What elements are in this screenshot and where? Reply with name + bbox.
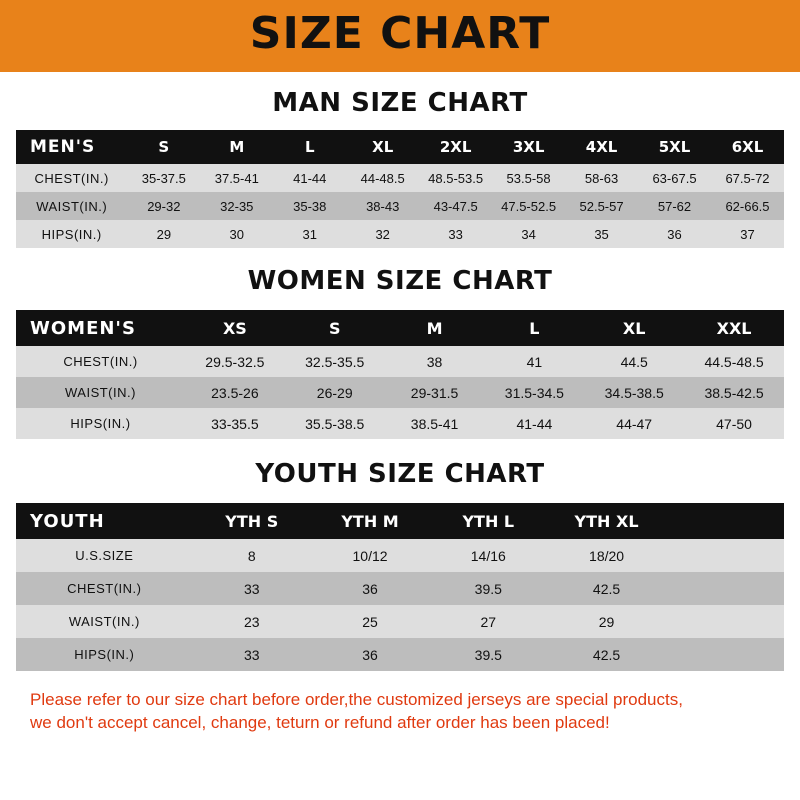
men-cell: 63-67.5 — [638, 164, 711, 192]
men-col-header: 2XL — [419, 130, 492, 164]
men-cell: 41-44 — [273, 164, 346, 192]
banner-center-block — [24, 0, 776, 72]
women-cell: 44.5 — [584, 346, 684, 377]
women-cell: 29.5-32.5 — [185, 346, 285, 377]
women-cell: 44.5-48.5 — [684, 346, 784, 377]
youth-row-label: CHEST(IN.) — [16, 572, 193, 605]
table-row — [16, 408, 784, 439]
youth-col-header: YTH S — [193, 503, 311, 539]
women-col-header: L — [484, 310, 584, 346]
women-cell: 38 — [385, 346, 485, 377]
men-cell: 67.5-72 — [711, 164, 784, 192]
youth-cell-empty — [666, 572, 784, 605]
youth-row-label: U.S.SIZE — [16, 539, 193, 572]
men-col-header: 6XL — [711, 130, 784, 164]
women-cell: 35.5-38.5 — [285, 408, 385, 439]
youth-table-header-row — [16, 503, 784, 539]
men-cell: 29 — [127, 220, 200, 248]
women-cell: 33-35.5 — [185, 408, 285, 439]
table-row — [16, 572, 784, 605]
youth-cell: 36 — [311, 572, 429, 605]
women-cell: 47-50 — [684, 408, 784, 439]
women-cell: 32.5-35.5 — [285, 346, 385, 377]
men-cell: 34 — [492, 220, 565, 248]
men-cell: 38-43 — [346, 192, 419, 220]
men-cell: 35 — [565, 220, 638, 248]
women-col-header: XS — [185, 310, 285, 346]
order-notice-line-2: we don't accept cancel, change, teturn or refund after order has been placed! — [30, 712, 610, 732]
youth-cell-empty — [666, 638, 784, 671]
men-size-table — [16, 130, 784, 248]
women-section-title: WOMEN SIZE CHART — [247, 266, 553, 296]
men-cell: 36 — [638, 220, 711, 248]
youth-cell-empty — [666, 539, 784, 572]
men-cell: 48.5-53.5 — [419, 164, 492, 192]
table-row — [16, 164, 784, 192]
women-cell: 23.5-26 — [185, 377, 285, 408]
table-row — [16, 638, 784, 671]
youth-cell: 18/20 — [547, 539, 665, 572]
youth-cell: 33 — [193, 638, 311, 671]
women-cell: 26-29 — [285, 377, 385, 408]
women-cell: 34.5-38.5 — [584, 377, 684, 408]
women-row-label-header: WOMEN'S — [16, 310, 185, 346]
youth-col-header: YTH M — [311, 503, 429, 539]
youth-cell: 39.5 — [429, 572, 547, 605]
women-size-table — [16, 310, 784, 439]
youth-cell: 23 — [193, 605, 311, 638]
youth-size-table — [16, 503, 784, 671]
men-col-header: M — [200, 130, 273, 164]
men-col-header: L — [273, 130, 346, 164]
women-cell: 44-47 — [584, 408, 684, 439]
men-col-header: XL — [346, 130, 419, 164]
men-cell: 53.5-58 — [492, 164, 565, 192]
banner-left-block — [0, 0, 24, 72]
men-col-header: S — [127, 130, 200, 164]
table-row — [16, 605, 784, 638]
women-cell: 41 — [484, 346, 584, 377]
table-row — [16, 192, 784, 220]
youth-cell: 36 — [311, 638, 429, 671]
table-row — [16, 377, 784, 408]
men-cell: 31 — [273, 220, 346, 248]
youth-cell: 10/12 — [311, 539, 429, 572]
men-col-header: 4XL — [565, 130, 638, 164]
youth-cell: 39.5 — [429, 638, 547, 671]
women-col-header: M — [385, 310, 485, 346]
men-section-title: MAN SIZE CHART — [272, 88, 528, 118]
women-col-header: S — [285, 310, 385, 346]
men-cell: 43-47.5 — [419, 192, 492, 220]
men-cell: 32 — [346, 220, 419, 248]
youth-col-header-empty — [666, 503, 784, 539]
content-area — [0, 88, 800, 735]
youth-cell: 8 — [193, 539, 311, 572]
men-cell: 58-63 — [565, 164, 638, 192]
women-row-label: HIPS(IN.) — [16, 408, 185, 439]
women-row-label: WAIST(IN.) — [16, 377, 185, 408]
men-cell: 32-35 — [200, 192, 273, 220]
youth-cell: 14/16 — [429, 539, 547, 572]
order-notice — [16, 689, 784, 735]
youth-row-label-header: YOUTH — [16, 503, 193, 539]
men-cell: 35-38 — [273, 192, 346, 220]
men-cell: 29-32 — [127, 192, 200, 220]
page-title: SIZE CHART — [249, 8, 551, 59]
youth-section-title: YOUTH SIZE CHART — [255, 459, 545, 489]
men-cell: 33 — [419, 220, 492, 248]
youth-cell: 42.5 — [547, 638, 665, 671]
banner-right-block — [776, 0, 800, 72]
men-col-header: 5XL — [638, 130, 711, 164]
women-cell: 29-31.5 — [385, 377, 485, 408]
order-notice-line-1: Please refer to our size chart before order,the customized jerseys are special products, — [30, 690, 683, 709]
youth-cell: 27 — [429, 605, 547, 638]
men-cell: 37.5-41 — [200, 164, 273, 192]
men-cell: 30 — [200, 220, 273, 248]
men-cell: 47.5-52.5 — [492, 192, 565, 220]
men-cell: 57-62 — [638, 192, 711, 220]
men-cell: 52.5-57 — [565, 192, 638, 220]
men-row-label: HIPS(IN.) — [16, 220, 127, 248]
youth-cell-empty — [666, 605, 784, 638]
youth-col-header: YTH XL — [547, 503, 665, 539]
women-cell: 41-44 — [484, 408, 584, 439]
women-cell: 38.5-42.5 — [684, 377, 784, 408]
men-row-label-header: MEN'S — [16, 130, 127, 164]
women-row-label: CHEST(IN.) — [16, 346, 185, 377]
youth-row-label: WAIST(IN.) — [16, 605, 193, 638]
youth-cell: 25 — [311, 605, 429, 638]
table-row — [16, 220, 784, 248]
men-col-header: 3XL — [492, 130, 565, 164]
men-row-label: WAIST(IN.) — [16, 192, 127, 220]
women-cell: 38.5-41 — [385, 408, 485, 439]
women-cell: 31.5-34.5 — [484, 377, 584, 408]
youth-cell: 33 — [193, 572, 311, 605]
men-cell: 44-48.5 — [346, 164, 419, 192]
men-cell: 62-66.5 — [711, 192, 784, 220]
men-cell: 37 — [711, 220, 784, 248]
women-col-header: XL — [584, 310, 684, 346]
men-row-label: CHEST(IN.) — [16, 164, 127, 192]
men-table-header-row — [16, 130, 784, 164]
header-banner — [0, 0, 800, 72]
table-row — [16, 539, 784, 572]
youth-row-label: HIPS(IN.) — [16, 638, 193, 671]
table-row — [16, 346, 784, 377]
youth-col-header: YTH L — [429, 503, 547, 539]
youth-cell: 29 — [547, 605, 665, 638]
men-cell: 35-37.5 — [127, 164, 200, 192]
women-table-header-row — [16, 310, 784, 346]
youth-cell: 42.5 — [547, 572, 665, 605]
women-col-header: XXL — [684, 310, 784, 346]
